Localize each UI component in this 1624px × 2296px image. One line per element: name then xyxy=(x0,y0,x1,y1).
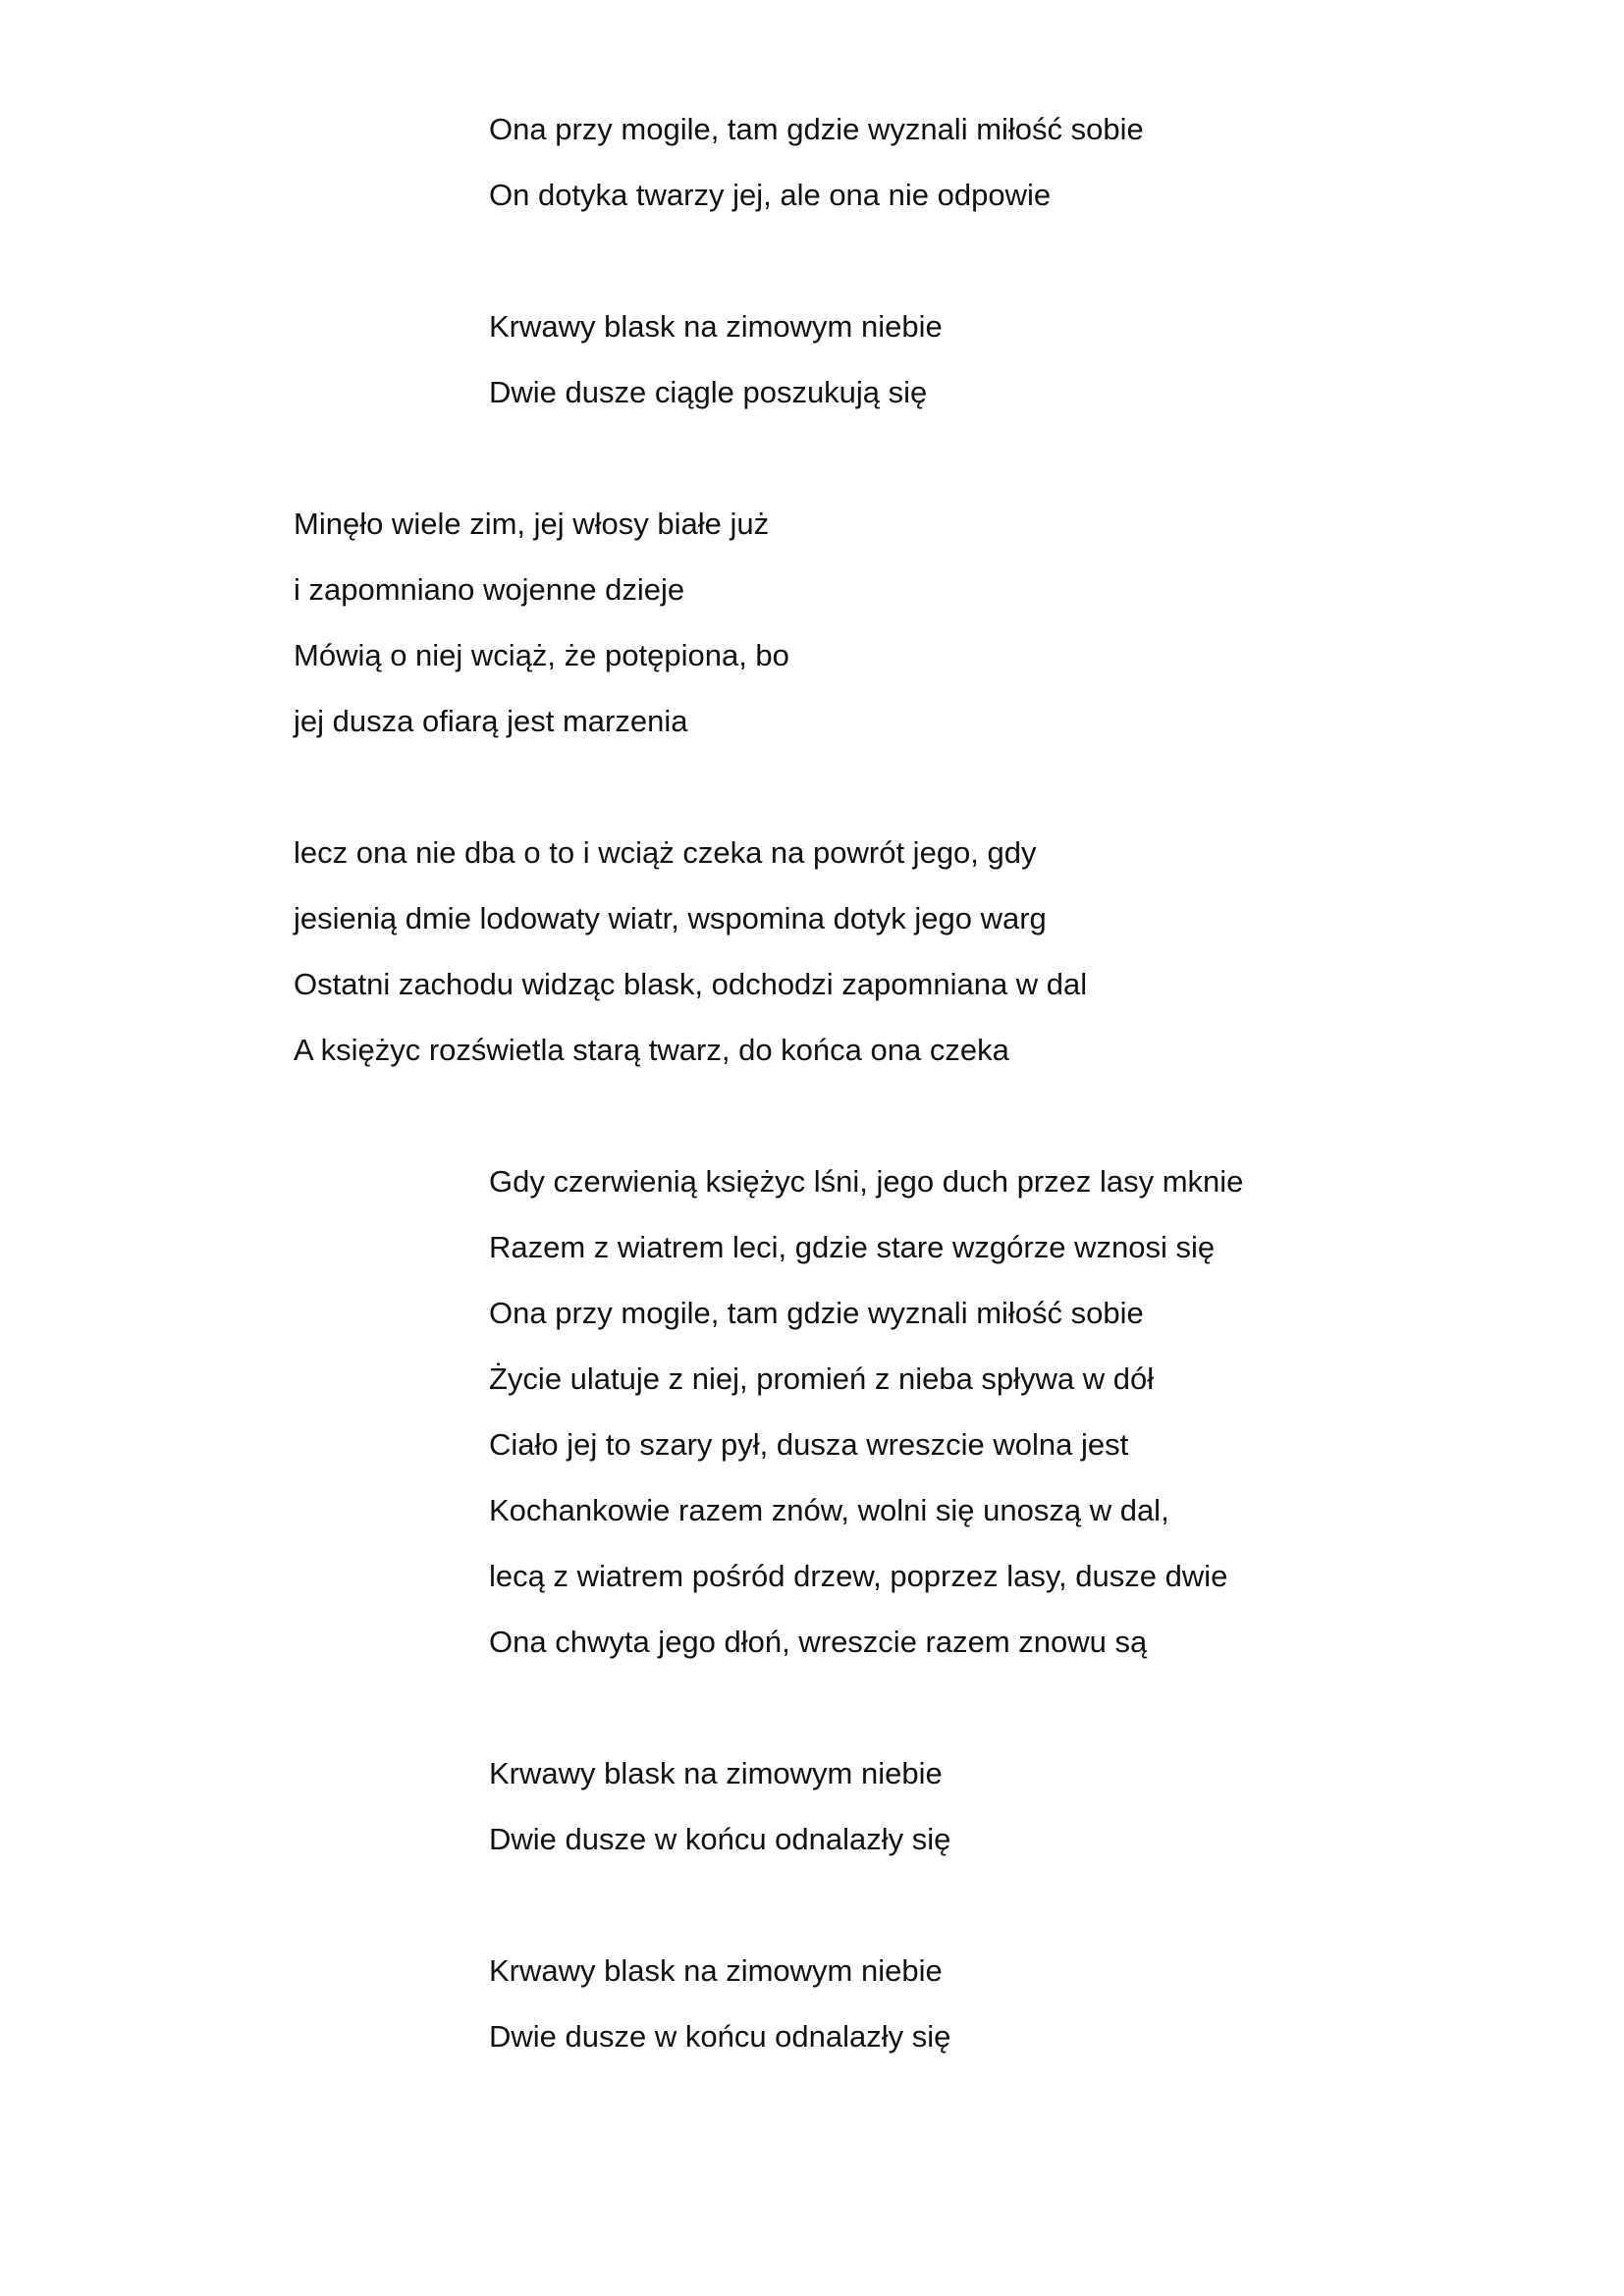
stanza-3 xyxy=(0,491,1624,754)
stanza-4 xyxy=(0,820,1624,1083)
lyric-line: Kochankowie razem znów, wolni się unoszą w dal, xyxy=(489,1493,1169,1527)
lyric-line: Krwawy blask na zimowym niebie xyxy=(489,1756,943,1790)
lyric-line: A księżyc rozświetla starą twarz, do końca ona czeka xyxy=(294,1033,1009,1067)
lyric-line: Razem z wiatrem leci, gdzie stare wzgórze wznosi się xyxy=(489,1230,1216,1264)
lyric-line: Życie ulatuje z niej, promień z nieba spływa w dół xyxy=(489,1362,1155,1396)
lyric-line: jesienią dmie lodowaty wiatr, wspomina dotyk jego warg xyxy=(294,901,1047,935)
lyrics-body xyxy=(0,96,1624,2135)
lyric-line: Dwie dusze ciągle poszukują się xyxy=(489,375,928,409)
lyric-line: Ciało jej to szary pył, dusza wreszcie wolna jest xyxy=(489,1427,1129,1462)
lyric-line: lecą z wiatrem pośród drzew, poprzez lasy, dusze dwie xyxy=(489,1559,1228,1593)
lyric-line: Ona chwyta jego dłoń, wreszcie razem znowu są xyxy=(489,1625,1148,1659)
stanza-7 xyxy=(0,1938,1624,2069)
lyric-line: Krwawy blask na zimowym niebie xyxy=(489,309,943,344)
lyric-line: Gdy czerwienią księżyc lśni, jego duch przez lasy mknie xyxy=(489,1164,1244,1199)
lyric-line: Krwawy blask na zimowym niebie xyxy=(489,1953,943,1988)
lyric-line: Ona przy mogile, tam gdzie wyznali miłość sobie xyxy=(489,112,1144,146)
lyric-line: Mówią o niej wciąż, że potępiona, bo xyxy=(294,638,789,672)
lyric-line: Ona przy mogile, tam gdzie wyznali miłość sobie xyxy=(489,1296,1144,1330)
lyric-line: jej dusza ofiarą jest marzenia xyxy=(294,704,688,738)
lyric-line: i zapomniano wojenne dzieje xyxy=(294,572,685,607)
lyric-line: Dwie dusze w końcu odnalazły się xyxy=(489,2019,951,2054)
lyric-line: Dwie dusze w końcu odnalazły się xyxy=(489,1822,951,1856)
lyric-line: On dotyka twarzy jej, ale ona nie odpowie xyxy=(489,178,1052,212)
lyric-line: Ostatni zachodu widząc blask, odchodzi zapomniana w dal xyxy=(294,967,1088,1001)
stanza-5 xyxy=(0,1148,1624,1675)
lyric-line: lecz ona nie dba o to i wciąż czeka na powrót jego, gdy xyxy=(294,835,1037,870)
stanza-2 xyxy=(0,294,1624,425)
stanza-1 xyxy=(0,96,1624,228)
lyric-line: Minęło wiele zim, jej włosy białe już xyxy=(294,507,770,541)
stanza-6 xyxy=(0,1740,1624,1872)
